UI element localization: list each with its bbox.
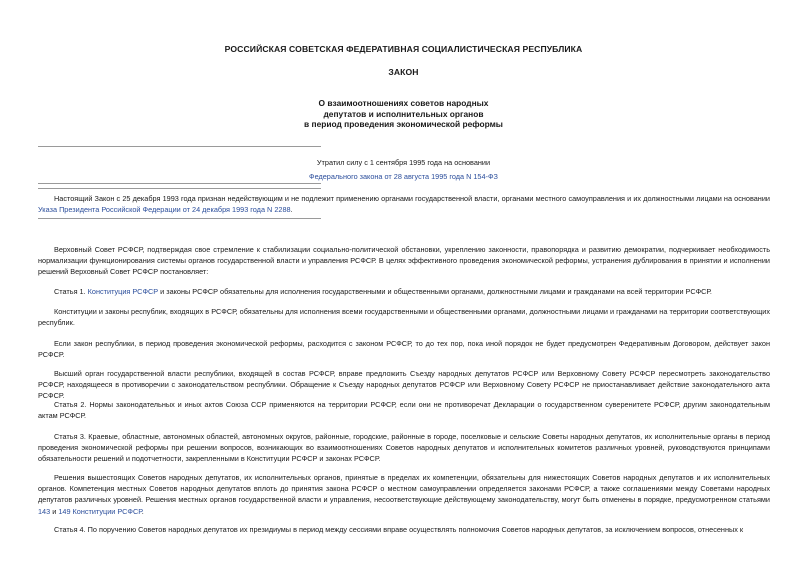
divider [38, 218, 321, 219]
constitution-link[interactable]: Конституция РСФСР [87, 287, 159, 296]
doc-type-heading: ЗАКОН [388, 67, 419, 77]
article-1-paragraph [38, 286, 770, 297]
lost-force-text: Утратил силу с 1 сентября 1995 года на основании [316, 158, 491, 167]
preamble-paragraph [38, 244, 770, 278]
notice-text: Настоящий Закон с 25 декабря 1993 года признан недействующим и не подлежит применению органами государственной власти, органами местного самоуправления и их должностными лицами на основании [54, 194, 770, 203]
paragraph-text: Статья 4. По поручению Советов народных депутатов их президиумы в период между сессиями вправе осуществлять полномочия Советов народных депутатов, за исключением вопросов, отнесенных к [54, 525, 744, 534]
article-1-label: Статья 1. [54, 287, 88, 296]
article-149-link[interactable]: 149 [58, 506, 71, 516]
law-title-line: в период проведения экономической реформы [304, 119, 503, 129]
article-3-paragraph [38, 431, 770, 465]
article-4-paragraph [38, 524, 770, 538]
article-1-text: и законы РСФСР обязательны для исполнения государственными и общественными органами, должностными лицами и гражданами на всей территории РСФСР. [158, 287, 712, 296]
invalidity-notice [38, 193, 770, 215]
decisions-paragraph [38, 472, 770, 517]
highest-organ-paragraph [38, 368, 770, 402]
paragraph-text: Решения вышестоящих Советов народных депутатов, их исполнительных органов, принятые в пределах их компетенции, обязательны для нижестоящих Советов народных депутатов и их исполнительных органов. Компетенция местных Советов народных депутатов вплоть до принятия закона РСФСР о местном самоуправлении определяется законами РСФСР, а также соглашениями между Советами народных депутатов различных уровней. Решения местных органов государственной власти и управления, несоответствующие действующему законодательству, могут быть отменены в порядке, предусмотренном статьями [38, 473, 770, 505]
notice-end: . [290, 205, 293, 215]
divider [38, 183, 321, 184]
paragraph-text: Статья 2. Нормы законодательных и иных актов Союза ССР применяются на территории РСФСР, если они не противоречат Декларации о государственном суверенитете РСФСР, другим законодательным актам РСФСР. [38, 400, 770, 421]
constitution-link[interactable]: Конституции РСФСР [72, 506, 142, 516]
law-conflict-paragraph [38, 338, 770, 360]
federal-law-link[interactable]: Федерального закона от 28 августа 1995 года N 154-ФЗ [309, 172, 498, 181]
paragraph-text: Статья 3. Краевые, областные, автономных областей, автономных округов, районные, городские, районные в городе, поселковые и сельские Советы народных депутатов, их исполнительные органы в период проведения экономической реформы при решении вопросов, возникающих во взаимоотношениях Советов народных депутатов и исполнительных комитетов различных уровней, руководствуются принципами обязательности решений и подотчетности, закрепленными в Конституции РСФСР и законах РСФСР. [38, 432, 770, 464]
paragraph-text: Высший орган государственной власти республики, входящей в состав РСФСР, вправе предложить Съезду народных депутатов РСФСР или Верховному Совету РСФСР пересмотреть законодательство РСФСР, находящееся в противоречии с законодательством республики. Обращение к Съезду народных депутатов РСФСР или Верховному Совету РСФСР не приостанавливает действие законодательного акта РСФСР. [38, 369, 770, 401]
paragraph-end: . [141, 506, 144, 516]
republic-constitutions-paragraph [38, 306, 770, 328]
divider [38, 146, 321, 147]
law-title [0, 98, 807, 130]
law-title-line: депутатов и исполнительных органов [323, 108, 484, 119]
paragraph-text: Если закон республики, в период проведения экономической реформы, расходится с законом РСФСР, то до тех пор, пока иной порядок не будет предусмотрен Федеративным Договором, действует закон РСФСР. [38, 339, 770, 360]
lost-force-note [0, 156, 807, 184]
presidential-decree-link[interactable]: Указа Президента Российской Федерации от 24 декабря 1993 года N 2288 [38, 205, 291, 215]
republic-heading: РОССИЙСКАЯ СОВЕТСКАЯ ФЕДЕРАТИВНАЯ СОЦИАЛИСТИЧЕСКАЯ РЕСПУБЛИКА [224, 44, 583, 54]
law-title-line: О взаимоотношениях советов народных [318, 98, 489, 108]
preamble-text: Верховный Совет РСФСР, подтверждая свое стремление к стабилизации социально-политической обстановки, укреплению законности, правопорядка и развитию демократии, подчеркивает необходимость нормализации функционирования системы органов государственной власти и управления РСФСР. В целях эффективного проведения экономической реформы, устранения дублирования в принятии и исполнении решений Верховный Совет РСФСР постановляет: [38, 245, 770, 277]
paragraph-text: Конституции и законы республик, входящих в РСФСР, обязательны для исполнения всеми государственными и общественными органами, должностными лицами и гражданами на территории соответствующих республик. [38, 307, 770, 328]
article-143-link[interactable]: 143 [38, 506, 51, 516]
conjunction: и [50, 506, 59, 516]
divider [38, 188, 321, 189]
article-2-paragraph [38, 399, 770, 421]
